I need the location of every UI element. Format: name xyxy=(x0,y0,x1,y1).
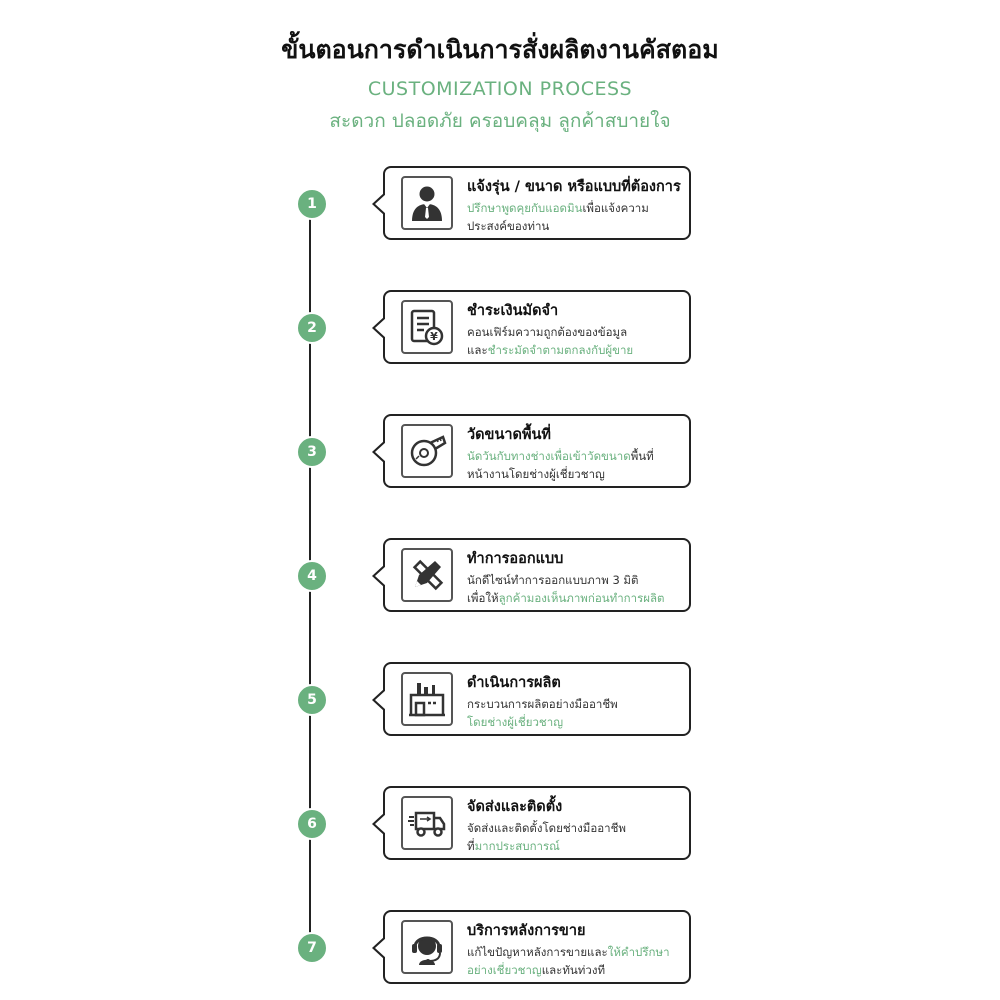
invoice-yen-icon xyxy=(401,300,453,354)
step-number-6: 6 xyxy=(296,808,328,840)
step-number-7: 7 xyxy=(296,932,328,964)
step-title: จัดส่งและติดตั้ง xyxy=(467,799,563,815)
plain-text: เพื่อให้ xyxy=(467,591,499,605)
plain-text: เพื่อแจ้งความ xyxy=(582,201,649,215)
highlight-text: อย่างเชี่ยวชาญ xyxy=(467,963,542,977)
step-description-2 xyxy=(467,218,689,236)
plain-text: ประสงค์ของท่าน xyxy=(467,219,550,233)
plain-text: พื้นที่ xyxy=(630,449,654,463)
highlight-text: มากประสบการณ์ xyxy=(474,839,560,853)
step-number-3: 3 xyxy=(296,436,328,468)
step-title: ดำเนินการผลิต xyxy=(467,675,561,691)
step-title: ชำระเงินมัดจำ xyxy=(467,303,559,319)
page-tagline: สะดวก ปลอดภัย ครอบคลุม ลูกค้าสบายใจ xyxy=(329,110,671,132)
step-title: บริการหลังการขาย xyxy=(467,923,586,939)
pencil-ruler-icon xyxy=(401,548,453,602)
step-description-2 xyxy=(467,714,689,732)
headset-support-icon xyxy=(401,920,453,974)
step-description-1 xyxy=(467,572,689,590)
step-title: วัดขนาดพื้นที่ xyxy=(467,427,551,443)
step-number-1: 1 xyxy=(296,188,328,220)
step-card-6 xyxy=(383,786,691,860)
step-card-3 xyxy=(383,414,691,488)
plain-text: จัดส่งและติดตั้งโดยช่างมืออาชีพ xyxy=(467,821,626,835)
plain-text: หน้างานโดยช่างผู้เชี่ยวชาญ xyxy=(467,467,605,481)
step-title: แจ้งรุ่น / ขนาด หรือแบบที่ต้องการ xyxy=(467,179,681,195)
step-card-1 xyxy=(383,166,691,240)
plain-text: ที่ xyxy=(467,839,475,853)
plain-text: นักดีไซน์ทำการออกแบบภาพ 3 มิติ xyxy=(467,573,639,587)
page-title: ขั้นตอนการดำเนินการสั่งผลิตงานคัสตอม xyxy=(281,35,719,64)
businessman-icon xyxy=(401,176,453,230)
step-description-1 xyxy=(467,944,689,962)
step-description-2 xyxy=(467,590,689,608)
step-title: ทำการออกแบบ xyxy=(467,551,564,567)
highlight-text: ให้คำปรึกษา xyxy=(607,945,670,959)
highlight-text: นัดวันกับทางช่างเพื่อเข้าวัดขนาด xyxy=(467,449,631,463)
step-description-1 xyxy=(467,696,689,714)
step-description-2 xyxy=(467,838,689,856)
highlight-text: ปรึกษาพูดคุยกับแอดมิน xyxy=(467,201,583,215)
step-description-1 xyxy=(467,820,689,838)
step-card-7 xyxy=(383,910,691,984)
step-number-4: 4 xyxy=(296,560,328,592)
delivery-truck-icon xyxy=(401,796,453,850)
highlight-text: ชำระมัดจำตามตกลงกับผู้ขาย xyxy=(487,343,634,357)
highlight-text: ลูกค้ามองเห็นภาพก่อนทำการผลิต xyxy=(498,591,665,605)
step-description-1 xyxy=(467,200,689,218)
plain-text: กระบวนการผลิตอย่างมืออาชีพ xyxy=(467,697,618,711)
step-number-2: 2 xyxy=(296,312,328,344)
step-description-1 xyxy=(467,448,689,466)
page-subtitle: CUSTOMIZATION PROCESS xyxy=(367,78,633,100)
plain-text: แก้ไขปัญหาหลังการขายและ xyxy=(467,945,608,959)
step-card-2 xyxy=(383,290,691,364)
step-number-5: 5 xyxy=(296,684,328,716)
step-description-1 xyxy=(467,324,689,342)
highlight-text: โดยช่างผู้เชี่ยวชาญ xyxy=(467,715,563,729)
plain-text: และ xyxy=(467,343,488,357)
factory-icon xyxy=(401,672,453,726)
svg-text:¥: ¥ xyxy=(430,330,438,343)
step-description-2 xyxy=(467,962,689,980)
step-card-5 xyxy=(383,662,691,736)
plain-text: คอนเฟิร์มความถูกต้องของข้อมูล xyxy=(467,325,628,339)
step-card-4 xyxy=(383,538,691,612)
step-description-2 xyxy=(467,466,689,484)
plain-text: และทันท่วงที xyxy=(541,963,606,977)
tape-measure-icon xyxy=(401,424,453,478)
step-description-2 xyxy=(467,342,689,360)
